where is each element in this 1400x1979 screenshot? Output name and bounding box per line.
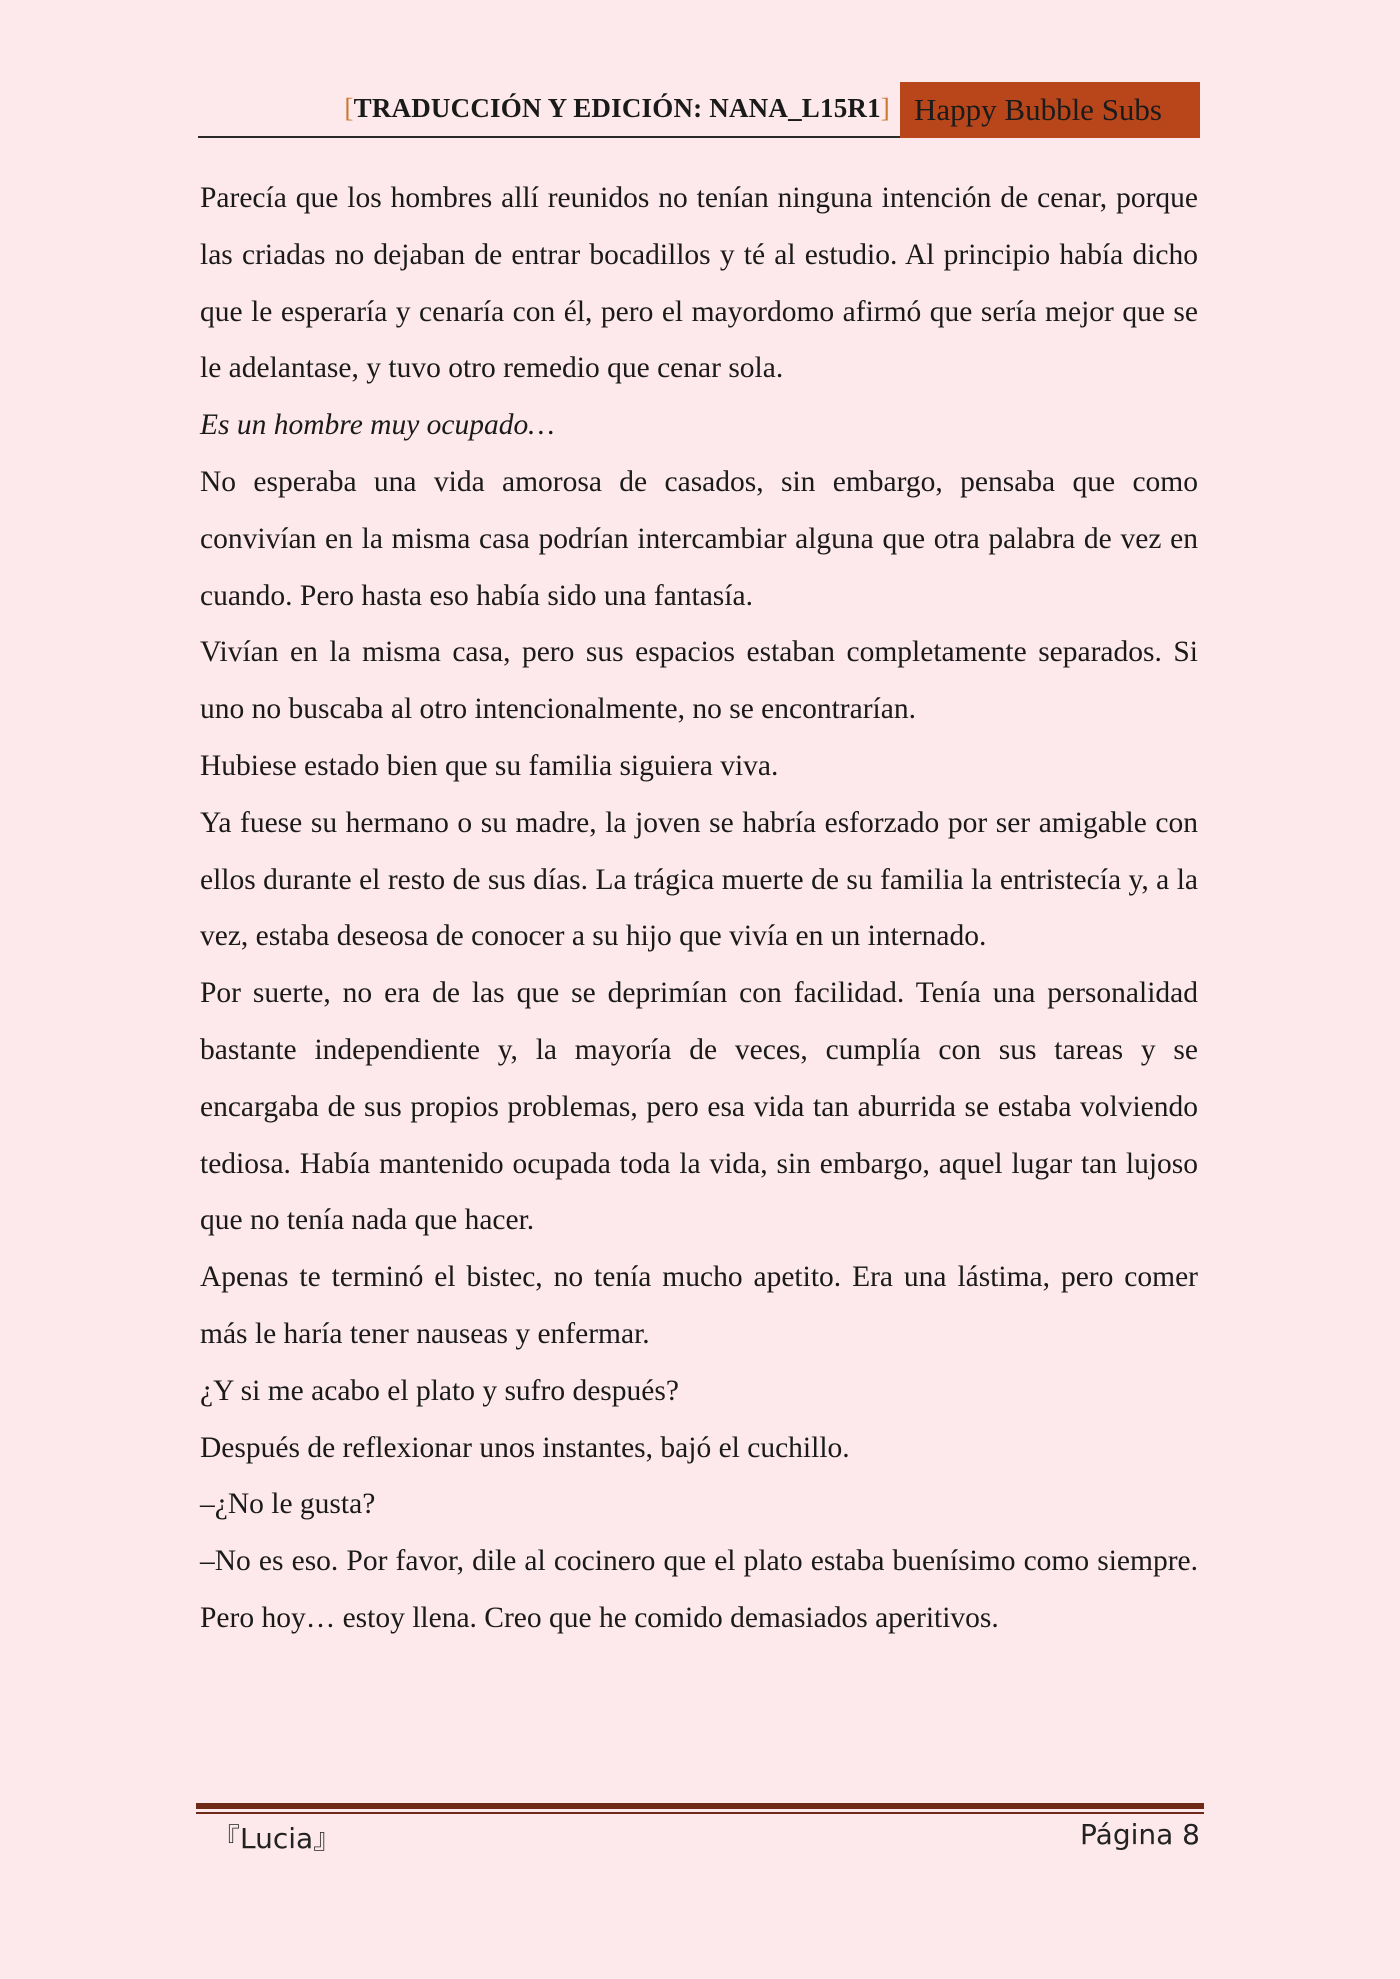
- paragraph: Apenas te terminó el bistec, no tenía mucho apetito. Era una lástima, pero comer más le haría tener nauseas y enfermar.: [200, 1261, 1198, 1350]
- paragraph: Vivían en la misma casa, pero sus espacios estaban completamente separados. Si uno no buscaba al otro intencionalmente, no se encontrarían.: [200, 636, 1198, 726]
- footer-rule-thin: [196, 1812, 1204, 1814]
- header-title-text: TRADUCCIÓN Y EDICIÓN: NANA_L15R1: [353, 93, 881, 123]
- page-body: [200, 170, 1198, 1647]
- paragraph: Por suerte, no era de las que se deprimían con facilidad. Tenía una personalidad bastante independiente y, la mayoría de veces, cumplía con sus tareas y se encargaba de sus propios problemas, pero esa vida tan aburrida se estaba volviendo tediosa. Había mantenido ocupada toda la vida, sin embargo, aquel lugar tan lujoso que no tenía nada que hacer.: [200, 977, 1198, 1237]
- paragraph: Es un hombre muy ocupado…: [200, 409, 555, 442]
- paragraph: –¿No le gusta?: [200, 1488, 376, 1521]
- footer-book-title: 『Lucia』: [212, 1822, 342, 1855]
- paragraph: ¿Y si me acabo el plato y sufro después?: [200, 1374, 679, 1407]
- paragraph: No esperaba una vida amorosa de casados, sin embargo, pensaba que como convivían en la misma casa podrían intercambiar alguna que otra palabra de vez en cuando. Pero hasta eso había sido una fantasía.: [200, 465, 1198, 612]
- footer-rule-thick: [196, 1803, 1204, 1809]
- header-rule: [198, 136, 900, 138]
- header-title: [344, 93, 890, 124]
- header-bracket-open: [: [344, 93, 354, 123]
- paragraph: Hubiese estado bien que su familia siguiera viva.: [200, 749, 779, 782]
- paragraph: –No es eso. Por favor, dile al cocinero que el plato estaba buenísimo como siempre. Pero hoy… estoy llena. Creo que he comido demasiados aperitivos.: [200, 1545, 1198, 1634]
- paragraph: Ya fuese su hermano o su madre, la joven se habría esforzado por ser amigable con ellos durante el resto de sus días. La trágica muerte de su familia la entristecía y, a la vez, estaba deseosa de conocer a su hijo que vivía en un internado.: [200, 806, 1198, 953]
- paragraph: Parecía que los hombres allí reunidos no tenían ninguna intención de cenar, porque las criadas no dejaban de entrar bocadillos y té al estudio. Al principio había dicho que le esperaría y cenaría con él, pero el mayordomo afirmó que sería mejor que se le adelantase, y tuvo otro remedio que cenar sola.: [200, 182, 1198, 385]
- page-header: [198, 82, 1200, 138]
- header-badge: Happy Bubble Subs: [900, 82, 1200, 138]
- footer-page-number: Página 8: [1080, 1818, 1200, 1851]
- header-bracket-close: ]: [880, 93, 890, 123]
- paragraph: Después de reflexionar unos instantes, bajó el cuchillo.: [200, 1431, 850, 1464]
